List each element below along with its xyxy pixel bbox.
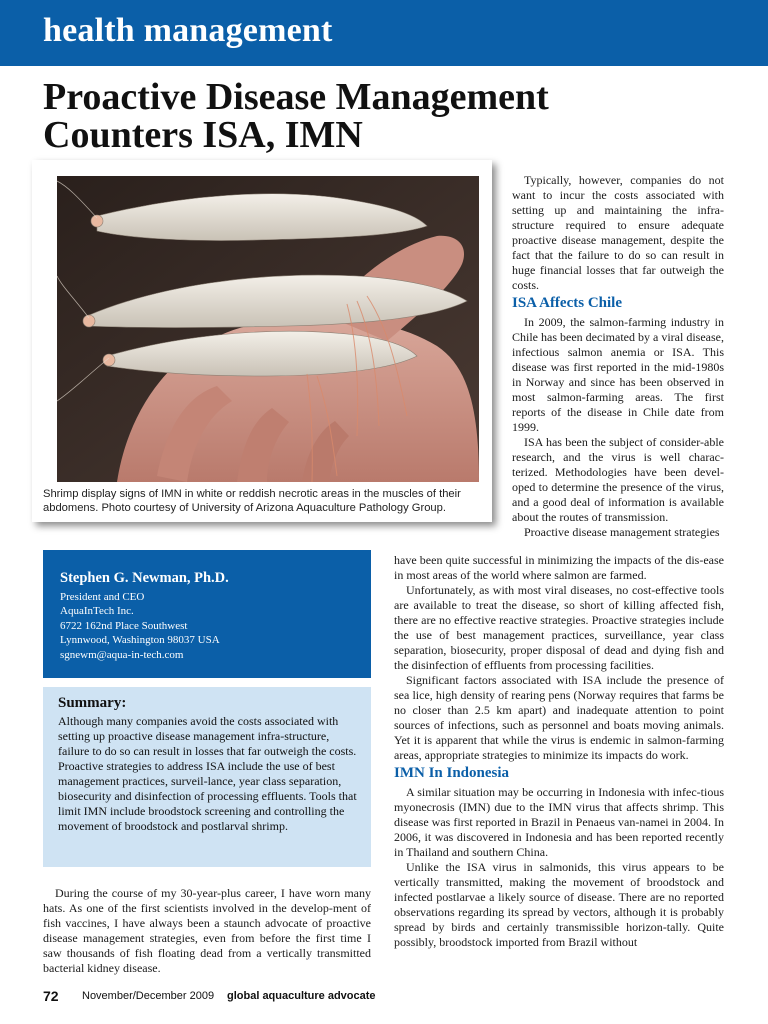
section-title: health management <box>43 12 333 49</box>
paragraph: Typically, however, companies do not want to incur the costs associated with setting up and maintaining the infra-structure required to ensure adequate proactive disease management, despite the fact that the failure to do so can result in huge financial losses that far outweigh the costs. <box>512 173 724 292</box>
author-street: 6722 162nd Place Southwest <box>60 619 188 632</box>
shrimp-photo <box>57 176 479 482</box>
summary-title: Summary: <box>58 695 127 711</box>
right-column-bottom <box>394 553 724 950</box>
author-email[interactable]: sgnewm@aqua-in-tech.com <box>60 648 184 661</box>
paragraph: Unfortunately, as with most viral diseases, no cost-effective tools are available to treat the disease, so short of killing affected fish, there are no effective reactive strategies. Proactive strategies include the use of best management practices, surveillance, year class separation, biosecurity, proper disposal of dead and dying fish and the disinfection of effluents from processing facilities. <box>394 583 724 672</box>
paragraph: Unlike the ISA virus in salmonids, this virus appears to be vertically transmitted, making the movement of broodstock and infected postlarvae a likely source of disease. There are no reported observations regarding its spread by vectors, although it is probably spread by birds and certainly transmissible horizon-tally. Quite possibly, broodstock imported from Brazil without <box>394 860 724 949</box>
author-details <box>60 590 220 662</box>
subheading-imn: IMN In Indonesia <box>394 765 510 781</box>
paragraph: Proactive disease management strategies <box>524 525 720 539</box>
shrimp-on-hand-illustration <box>57 176 479 482</box>
publication-name: global aquaculture advocate <box>227 990 376 1002</box>
paragraph: Significant factors associated with ISA include the presence of sea lice, high density of rearing pens (Norway requires that farms be no closer than 2.5 km apart) and inadequate attention to point sources of infections, such as personnel and boats moving animals. Yet it is apparent that while the virus is endemic in salmon-farming areas, appropriate strategies to minimize its impacts do work. <box>394 673 724 762</box>
photo-caption: Shrimp display signs of IMN in white or reddish necrotic areas in the muscles of their abdomens. Photo courtesy of University of Arizona Aquaculture Pathology Group. <box>43 488 461 514</box>
issue-date: November/December 2009 <box>82 990 215 1002</box>
author-company: AquaInTech Inc. <box>60 605 134 618</box>
paragraph: ISA has been the subject of consider-able research, and the virus is well charac-terized. Methodologies have been devel-oped to determine the presence of the virus, and a good deal of information is available about the routes of transmission. <box>512 435 724 524</box>
paragraph: A similar situation may be occurring in Indonesia with infec-tious myonecrosis (IMN) due to the IMN virus that affects shrimp. This disease was first reported in Brazil in Penaeus van-namei in 2004. In 2006, it was discovered in Indonesia and has been reported recently in Thailand and southern China. <box>394 785 724 859</box>
headline-line-1: Proactive Disease Management <box>43 76 549 118</box>
paragraph: In 2009, the salmon-farming industry in Chile has been decimated by a viral disease, infectious salmon anemia or ISA. This disease was first reported in the mid-1980s in Norway and since has been observed in most salmon-farming areas. The first reports of the disease in Chile date from 1999. <box>512 315 724 434</box>
author-role: President and CEO <box>60 591 145 603</box>
subheading-isa: ISA Affects Chile <box>512 295 622 311</box>
article-headline <box>43 78 603 154</box>
paragraph: During the course of my 30-year-plus career, I have worn many hats. As one of the first scientists involved in the develop-ment of fish vaccines, I have always been a staunch advocate of proactive disease management strategies, even from before the first time I saw thousands of fish floating dead from a vertically transmitted bacterial kidney disease. <box>43 886 371 975</box>
summary-box <box>43 687 371 867</box>
section-banner <box>0 0 768 66</box>
left-column-bottom <box>43 886 371 976</box>
summary-text: Although many companies avoid the costs associated with setting up proactive disease management infra-structure, failure to do so can result in losses that far outweigh the costs. Proactive strategies to address ISA include the use of best management practices, surveil-lance, year class separation, biosecurity and disinfection of processing effluents. Tools that limit IMN include broodstock screening and controlling the movement of broodstock and postlarval shrimp. <box>58 714 357 833</box>
author-name: Stephen G. Newman, Ph.D. <box>60 570 229 586</box>
page-footer <box>43 988 443 1008</box>
author-city: Lynnwood, Washington 98037 USA <box>60 634 220 647</box>
paragraph: have been quite successful in minimizing the impacts of the dis-ease in most areas of the world where salmon are farmed. <box>394 553 724 582</box>
headline-line-2: Counters ISA, IMN <box>43 114 363 156</box>
page-number: 72 <box>43 988 59 1004</box>
author-box <box>43 550 371 678</box>
right-column-top <box>512 173 724 540</box>
